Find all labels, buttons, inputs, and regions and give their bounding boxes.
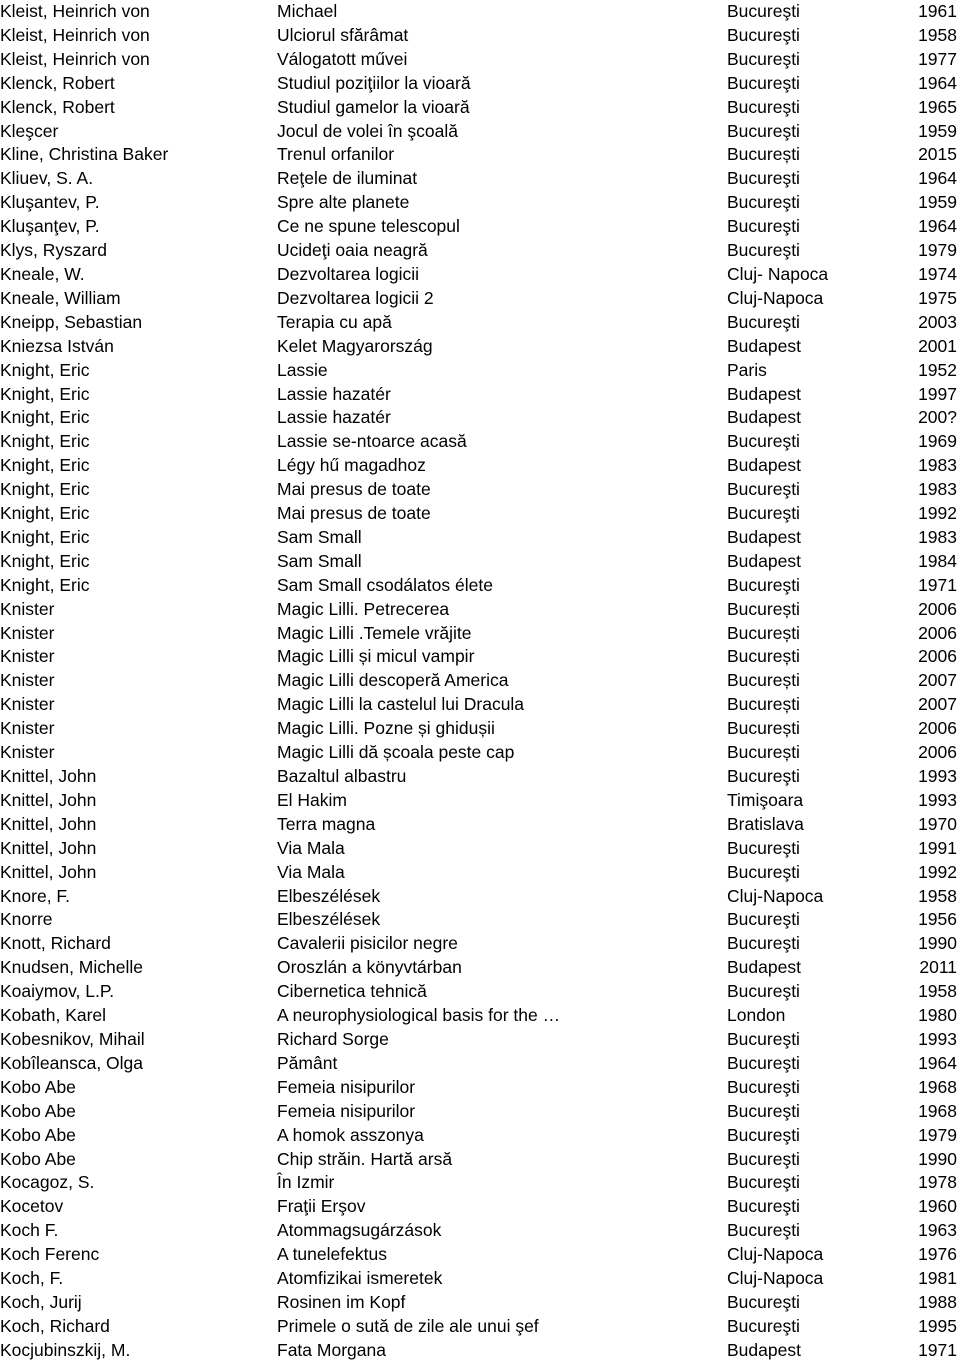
title-cell: Dezvoltarea logicii 2 <box>277 287 434 308</box>
table-row <box>0 1004 960 1028</box>
city-cell: Budapest <box>727 455 801 476</box>
author-cell: Kocetov <box>0 1196 64 1217</box>
table-row <box>0 191 960 215</box>
table-row <box>0 120 960 144</box>
city-cell: Bucureşti <box>727 1291 800 1312</box>
city-cell: Bucureşti <box>727 1148 800 1169</box>
city-cell: Bucureşti <box>727 96 800 117</box>
year-cell: 1964 <box>918 216 957 237</box>
author-cell: Knittel, John <box>0 837 97 858</box>
author-cell: Kocagoz, S. <box>0 1172 95 1193</box>
author-cell: Kneipp, Sebastian <box>0 311 143 332</box>
author-cell: Knight, Eric <box>0 455 90 476</box>
year-cell: 1993 <box>918 766 957 786</box>
table-row <box>0 1315 960 1339</box>
city-cell: Bucureşti <box>727 766 800 786</box>
title-cell: A neurophysiological basis for the … <box>277 1005 561 1026</box>
table-row <box>0 1243 960 1267</box>
city-cell: Budapest <box>727 526 801 547</box>
city-cell: București <box>727 144 800 165</box>
table-row <box>0 478 960 502</box>
table-row <box>0 980 960 1004</box>
author-cell: Knittel, John <box>0 861 97 882</box>
year-cell: 1997 <box>918 383 957 404</box>
table-row <box>0 837 960 861</box>
table-row <box>0 645 960 669</box>
author-cell: Koch, Jurij <box>0 1291 82 1312</box>
city-cell: Bucureşti <box>727 1196 800 1217</box>
city-cell: Budapest <box>727 335 801 356</box>
table-row <box>0 526 960 550</box>
title-cell: Spre alte planete <box>277 192 410 213</box>
year-cell: 1975 <box>918 287 957 308</box>
city-cell: Bucureşti <box>727 1 800 21</box>
title-cell: Oroszlán a könyvtárban <box>277 957 462 978</box>
title-cell: Studiul gamelor la vioară <box>277 96 470 117</box>
city-cell: Bucureşti <box>727 933 800 954</box>
year-cell: 1977 <box>918 48 957 69</box>
author-cell: Knight, Eric <box>0 431 90 452</box>
year-cell: 1965 <box>918 96 957 117</box>
year-cell: 1971 <box>918 574 957 595</box>
title-cell: Ucideţi oaia neagră <box>277 240 428 261</box>
year-cell: 1964 <box>918 72 957 93</box>
author-cell: Knister <box>0 694 55 715</box>
author-cell: Knister <box>0 718 55 739</box>
author-cell: Koch F. <box>0 1220 59 1241</box>
table-row <box>0 1100 960 1124</box>
year-cell: 1969 <box>918 431 957 452</box>
title-cell: Bazaltul albastru <box>277 766 407 786</box>
title-cell: Magic Lilli. Petrecerea <box>277 598 450 619</box>
table-row <box>0 287 960 311</box>
year-cell: 1983 <box>918 479 957 500</box>
table-row <box>0 789 960 813</box>
year-cell: 1964 <box>918 168 957 189</box>
author-cell: Knight, Eric <box>0 574 90 595</box>
title-cell: Dezvoltarea logicii <box>277 263 420 284</box>
title-cell: Elbeszélések <box>277 909 381 930</box>
table-row <box>0 0 960 24</box>
year-cell: 1971 <box>918 1339 957 1360</box>
city-cell: Bucureşti <box>727 168 800 189</box>
author-cell: Knister <box>0 646 55 667</box>
city-cell: Bucureşti <box>727 1076 800 1097</box>
table-row <box>0 1219 960 1243</box>
title-cell: Magic Lilli și micul vampir <box>277 646 475 667</box>
table-row <box>0 956 960 980</box>
title-cell: Sam Small <box>277 526 362 547</box>
author-cell: Knister <box>0 622 55 643</box>
table-row <box>0 717 960 741</box>
year-cell: 1993 <box>918 1028 957 1049</box>
author-cell: Kliuev, S. A. <box>0 168 94 189</box>
table-row <box>0 406 960 430</box>
table-row <box>0 430 960 454</box>
city-cell: București <box>727 598 800 619</box>
title-cell: Trenul orfanilor <box>277 144 395 165</box>
author-cell: Knudsen, Michelle <box>0 957 143 978</box>
city-cell: București <box>727 742 800 763</box>
year-cell: 2006 <box>918 598 957 619</box>
table-row <box>0 813 960 837</box>
author-cell: Kobîleansca, Olga <box>0 1052 144 1073</box>
title-cell: Jocul de volei în şcoală <box>277 120 458 141</box>
author-cell: Koch, F. <box>0 1268 64 1289</box>
year-cell: 1981 <box>918 1268 957 1289</box>
author-cell: Klys, Ryszard <box>0 240 107 261</box>
title-cell: Mai presus de toate <box>277 479 431 500</box>
year-cell: 1958 <box>918 885 957 906</box>
city-cell: București <box>727 646 800 667</box>
title-cell: Femeia nisipurilor <box>277 1076 416 1097</box>
title-cell: A homok asszonya <box>277 1124 424 1145</box>
table-row <box>0 311 960 335</box>
table-row <box>0 167 960 191</box>
table-row <box>0 335 960 359</box>
city-cell: Timişoara <box>727 789 804 810</box>
author-cell: Kniezsa István <box>0 335 114 356</box>
table-row <box>0 693 960 717</box>
author-cell: Knorre <box>0 909 53 930</box>
title-cell: Kelet Magyarország <box>277 335 433 356</box>
year-cell: 1979 <box>918 1124 957 1145</box>
city-cell: Bucureşti <box>727 1172 800 1193</box>
author-cell: Knight, Eric <box>0 359 90 380</box>
city-cell: Bucureşti <box>727 192 800 213</box>
table-row <box>0 24 960 48</box>
table-row <box>0 72 960 96</box>
year-cell: 1992 <box>918 861 957 882</box>
city-cell: Cluj-Napoca <box>727 885 824 906</box>
table-row <box>0 622 960 646</box>
year-cell: 1978 <box>918 1172 957 1193</box>
author-cell: Knight, Eric <box>0 526 90 547</box>
author-cell: Kleist, Heinrich von <box>0 48 150 69</box>
year-cell: 2006 <box>918 646 957 667</box>
author-cell: Kleist, Heinrich von <box>0 1 150 21</box>
table-row <box>0 96 960 120</box>
author-cell: Knight, Eric <box>0 503 90 524</box>
year-cell: 2006 <box>918 742 957 763</box>
title-cell: Magic Lilli la castelul lui Dracula <box>277 694 525 715</box>
title-cell: Magic Lilli .Temele vrăjite <box>277 622 472 643</box>
year-cell: 200? <box>918 407 957 428</box>
table-row <box>0 239 960 263</box>
year-cell: 1988 <box>918 1291 957 1312</box>
city-cell: Bucureşti <box>727 72 800 93</box>
year-cell: 1995 <box>918 1315 957 1336</box>
title-cell: Reţele de iluminat <box>277 168 418 189</box>
city-cell: Bucureşti <box>727 1052 800 1073</box>
year-cell: 1991 <box>918 837 957 858</box>
table-row <box>0 550 960 574</box>
year-cell: 2001 <box>918 335 957 356</box>
year-cell: 1961 <box>918 1 957 21</box>
city-cell: Bucureşti <box>727 240 800 261</box>
title-cell: Cavalerii pisicilor negre <box>277 933 458 954</box>
year-cell: 1956 <box>918 909 957 930</box>
year-cell: 1959 <box>918 120 957 141</box>
table-row <box>0 908 960 932</box>
title-cell: El Hakim <box>277 789 348 810</box>
year-cell: 1964 <box>918 1052 957 1073</box>
year-cell: 1968 <box>918 1076 957 1097</box>
city-cell: Bucureşti <box>727 1315 800 1336</box>
table-row <box>0 598 960 622</box>
title-cell: Mai presus de toate <box>277 503 431 524</box>
table-row <box>0 143 960 167</box>
author-cell: Kleist, Heinrich von <box>0 24 150 45</box>
title-cell: Terra magna <box>277 813 376 834</box>
author-cell: Kline, Christina Baker <box>0 144 169 165</box>
city-cell: Bucureşti <box>727 1100 800 1121</box>
author-cell: Koch Ferenc <box>0 1244 100 1265</box>
city-cell: Bucureşti <box>727 120 800 141</box>
author-cell: Klenck, Robert <box>0 72 115 93</box>
title-cell: Fraţii Erşov <box>277 1196 366 1217</box>
city-cell: Budapest <box>727 550 801 571</box>
table-row <box>0 1171 960 1195</box>
title-cell: Studiul poziţiilor la vioară <box>277 72 471 93</box>
author-cell: Kneale, William <box>0 287 121 308</box>
year-cell: 1983 <box>918 455 957 476</box>
year-cell: 1958 <box>918 981 957 1002</box>
author-cell: Klenck, Robert <box>0 96 115 117</box>
city-cell: Bucureşti <box>727 48 800 69</box>
author-cell: Knister <box>0 742 55 763</box>
author-cell: Knister <box>0 670 55 691</box>
author-cell: Kluşantev, P. <box>0 192 100 213</box>
title-cell: Magic Lilli dă școala peste cap <box>277 742 515 763</box>
title-cell: Elbeszélések <box>277 885 381 906</box>
year-cell: 1980 <box>918 1005 957 1026</box>
city-cell: Bucureşti <box>727 909 800 930</box>
year-cell: 1974 <box>918 263 957 284</box>
city-cell: Cluj- Napoca <box>727 263 829 284</box>
author-cell: Kocjubinszkij, M. <box>0 1339 131 1360</box>
city-cell: București <box>727 718 800 739</box>
title-cell: Rosinen im Kopf <box>277 1291 406 1312</box>
year-cell: 1993 <box>918 789 957 810</box>
table-row <box>0 1052 960 1076</box>
city-cell: Bucureşti <box>727 861 800 882</box>
city-cell: Bucureşti <box>727 981 800 1002</box>
city-cell: Cluj-Napoca <box>727 287 824 308</box>
year-cell: 2007 <box>918 670 957 691</box>
year-cell: 1952 <box>918 359 957 380</box>
city-cell: London <box>727 1005 786 1026</box>
title-cell: Válogatott művei <box>277 48 408 69</box>
table-row <box>0 932 960 956</box>
year-cell: 1968 <box>918 1100 957 1121</box>
city-cell: Bratislava <box>727 813 804 834</box>
title-cell: Atommagsugárzások <box>277 1220 442 1241</box>
title-cell: Légy hű magadhoz <box>277 455 426 476</box>
city-cell: Bucureşti <box>727 837 800 858</box>
table-row <box>0 1028 960 1052</box>
author-cell: Knight, Eric <box>0 550 90 571</box>
year-cell: 1963 <box>918 1220 957 1241</box>
table-row <box>0 885 960 909</box>
table-row <box>0 1148 960 1172</box>
title-cell: Femeia nisipurilor <box>277 1100 416 1121</box>
year-cell: 2006 <box>918 718 957 739</box>
table-row <box>0 741 960 765</box>
title-cell: Richard Sorge <box>277 1028 389 1049</box>
author-cell: Knight, Eric <box>0 479 90 500</box>
author-cell: Knittel, John <box>0 766 97 786</box>
title-cell: Sam Small <box>277 550 362 571</box>
city-cell: București <box>727 694 800 715</box>
year-cell: 1983 <box>918 526 957 547</box>
table-row <box>0 383 960 407</box>
title-cell: Ulciorul sfărâmat <box>277 24 409 45</box>
author-cell: Kneale, W. <box>0 263 85 284</box>
year-cell: 1959 <box>918 192 957 213</box>
city-cell: Bucureşti <box>727 24 800 45</box>
title-cell: Michael <box>277 1 338 21</box>
year-cell: 2003 <box>918 311 957 332</box>
year-cell: 1990 <box>918 1148 957 1169</box>
author-cell: Kleşcer <box>0 120 59 141</box>
city-cell: Budapest <box>727 1339 801 1360</box>
city-cell: Bucureşti <box>727 431 800 452</box>
city-cell: Budapest <box>727 383 801 404</box>
title-cell: Lassie hazatér <box>277 407 391 428</box>
author-cell: Kobesnikov, Mihail <box>0 1028 145 1049</box>
author-cell: Kobo Abe <box>0 1148 76 1169</box>
year-cell: 1990 <box>918 933 957 954</box>
author-cell: Knittel, John <box>0 813 97 834</box>
year-cell: 1979 <box>918 240 957 261</box>
title-cell: Magic Lilli descoperă America <box>277 670 509 691</box>
author-cell: Kluşanţev, P. <box>0 216 100 237</box>
title-cell: Cibernetica tehnică <box>277 981 427 1002</box>
year-cell: 2007 <box>918 694 957 715</box>
table-row <box>0 861 960 885</box>
table-row <box>0 1076 960 1100</box>
table-row <box>0 765 960 789</box>
table-row <box>0 669 960 693</box>
title-cell: Pământ <box>277 1052 338 1073</box>
city-cell: Bucureşti <box>727 1124 800 1145</box>
city-cell: Cluj-Napoca <box>727 1268 824 1289</box>
year-cell: 1992 <box>918 503 957 524</box>
author-cell: Kobo Abe <box>0 1124 76 1145</box>
table-row <box>0 1124 960 1148</box>
city-cell: Bucureşti <box>727 503 800 524</box>
year-cell: 2015 <box>918 144 957 165</box>
city-cell: Budapest <box>727 407 801 428</box>
author-cell: Koch, Richard <box>0 1315 110 1336</box>
title-cell: Lassie <box>277 359 328 380</box>
city-cell: Bucureşti <box>727 311 800 332</box>
author-cell: Knight, Eric <box>0 407 90 428</box>
city-cell: Bucureşti <box>727 574 800 595</box>
table-row <box>0 1339 960 1363</box>
title-cell: Primele o sută de zile ale unui şef <box>277 1315 539 1336</box>
year-cell: 1958 <box>918 24 957 45</box>
title-cell: Via Mala <box>277 861 345 882</box>
table-row <box>0 1291 960 1315</box>
title-cell: Sam Small csodálatos élete <box>277 574 493 595</box>
title-cell: Fata Morgana <box>277 1339 386 1360</box>
title-cell: Magic Lilli. Pozne și ghidușii <box>277 718 495 739</box>
title-cell: În Izmir <box>277 1172 335 1193</box>
table-row <box>0 574 960 598</box>
author-cell: Knister <box>0 598 55 619</box>
author-cell: Kobo Abe <box>0 1100 76 1121</box>
table-row <box>0 48 960 72</box>
title-cell: Lassie hazatér <box>277 383 391 404</box>
author-cell: Kobo Abe <box>0 1076 76 1097</box>
city-cell: Paris <box>727 359 767 380</box>
city-cell: Bucureşti <box>727 479 800 500</box>
author-cell: Knittel, John <box>0 789 97 810</box>
year-cell: 2011 <box>919 957 957 978</box>
title-cell: Chip străin. Hartă arsă <box>277 1148 453 1169</box>
table-row <box>0 1267 960 1291</box>
table-row <box>0 1195 960 1219</box>
title-cell: Atomfizikai ismeretek <box>277 1268 443 1289</box>
year-cell: 1960 <box>918 1196 957 1217</box>
city-cell: Budapest <box>727 957 801 978</box>
title-cell: Lassie se-ntoarce acasă <box>277 431 467 452</box>
title-cell: Via Mala <box>277 837 345 858</box>
table-row <box>0 263 960 287</box>
title-cell: Ce ne spune telescopul <box>277 216 460 237</box>
city-cell: Bucureşti <box>727 216 800 237</box>
author-cell: Knight, Eric <box>0 383 90 404</box>
table-row <box>0 502 960 526</box>
city-cell: Bucureşti <box>727 1028 800 1049</box>
city-cell: Cluj-Napoca <box>727 1244 824 1265</box>
year-cell: 1984 <box>918 550 957 571</box>
table-row <box>0 359 960 383</box>
year-cell: 2006 <box>918 622 957 643</box>
table-row <box>0 215 960 239</box>
title-cell: A tunelefektus <box>277 1244 387 1265</box>
author-cell: Kobath, Karel <box>0 1005 107 1026</box>
city-cell: Bucureşti <box>727 1220 800 1241</box>
city-cell: București <box>727 670 800 691</box>
title-cell: Terapia cu apă <box>277 311 392 332</box>
year-cell: 1970 <box>918 813 957 834</box>
city-cell: București <box>727 622 800 643</box>
author-cell: Knore, F. <box>0 885 71 906</box>
author-cell: Koaiymov, L.P. <box>0 981 115 1002</box>
author-cell: Knott, Richard <box>0 933 111 954</box>
year-cell: 1976 <box>918 1244 957 1265</box>
table-row <box>0 454 960 478</box>
